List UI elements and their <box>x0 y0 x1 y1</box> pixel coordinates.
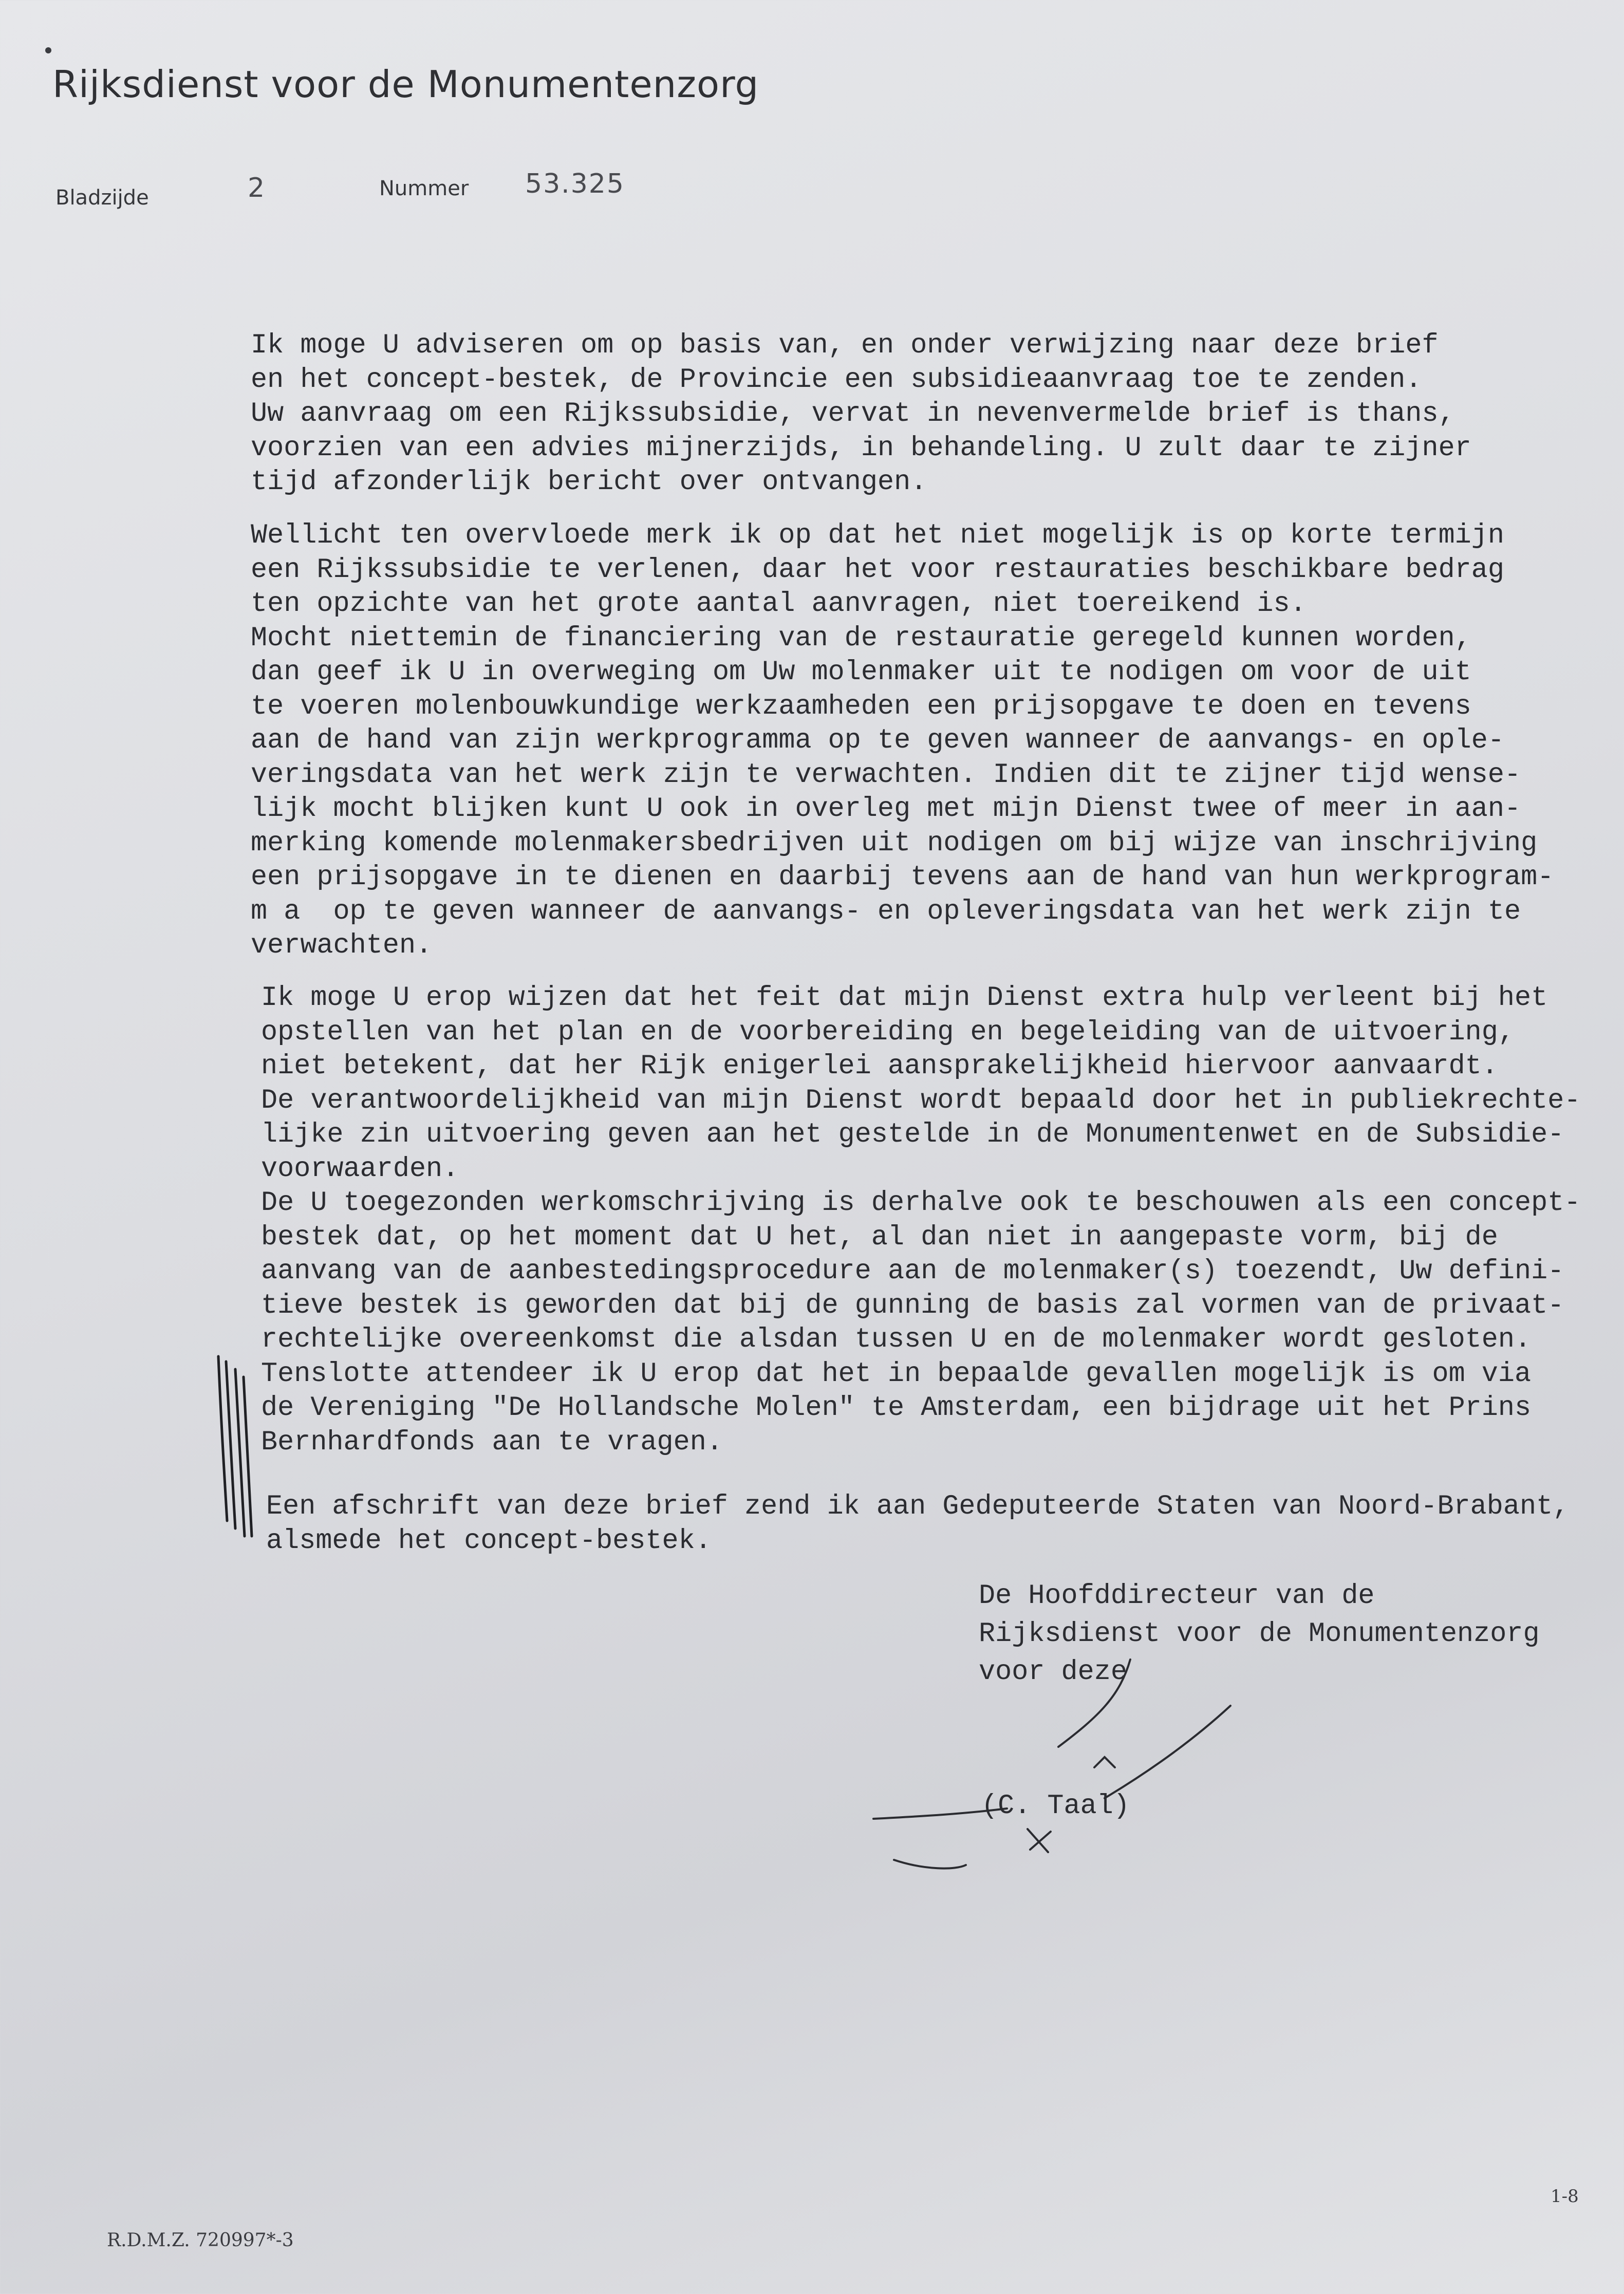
text-line: veringsdata van het werk zijn te verwachten. Indien dit te zijner tijd wense- <box>251 759 1521 791</box>
signature-line: De Hoofddirecteur van de <box>979 1580 1375 1612</box>
text-line: alsmede het concept-bestek. <box>266 1525 712 1557</box>
page-code: 1-8 <box>1551 2186 1579 2207</box>
text-line: te voeren molenbouwkundige werkzaamheden een prijsopgave te doen en tevens <box>251 691 1471 722</box>
text-line: voorzien van een advies mijnerzijds, in behandeling. U zult daar te zijner <box>251 432 1471 464</box>
form-code: R.D.M.Z. 720997*-3 <box>107 2230 294 2251</box>
text-line: tijd afzonderlijk bericht over ontvangen. <box>251 467 927 498</box>
text-line: en het concept-bestek, de Provincie een subsidieaanvraag toe te zenden. <box>251 364 1422 396</box>
text-line: een Rijkssubsidie te verlenen, daar het voor restauraties beschikbare bedrag <box>251 554 1504 586</box>
text-line: ten opzichte van het grote aantal aanvragen, niet toereikend is. <box>251 588 1306 620</box>
text-line: rechtelijke overeenkomst die alsdan tussen U en de molenmaker wordt gesloten. <box>261 1324 1532 1355</box>
text-line: merking komende molenmakersbedrijven uit nodigen om bij wijze van inschrijving <box>251 827 1538 859</box>
text-line: aanvang van de aanbestedingsprocedure aan de molenmaker(s) toezendt, Uw defini- <box>261 1256 1564 1287</box>
text-line: opstellen van het plan en de voorbereiding en begeleiding van de uitvoering, <box>261 1016 1515 1048</box>
text-line: lijk mocht blijken kunt U ook in overleg met mijn Dienst twee of meer in aan- <box>251 793 1521 825</box>
reference-number-label: Nummer <box>379 177 469 200</box>
text-line: niet betekent, dat her Rijk enigerlei aansprakelijkheid hiervoor aanvaardt. <box>261 1051 1498 1082</box>
text-line: Ik moge U adviseren om op basis van, en onder verwijzing naar deze brief <box>251 330 1439 361</box>
text-line: Mocht niettemin de financiering van de restauratie geregeld kunnen worden, <box>251 622 1471 654</box>
text-line: voorwaarden. <box>261 1153 459 1185</box>
text-line: aan de hand van zijn werkprogramma op te geven wanneer de aanvangs- en ople- <box>251 725 1504 756</box>
text-line: een prijsopgave in te dienen en daarbij tevens aan de hand van hun werkprogram- <box>251 862 1554 893</box>
text-line: De verantwoordelijkheid van mijn Dienst wordt bepaald door het in publiekrechte- <box>261 1085 1581 1116</box>
page-label: Bladzijde <box>55 186 149 210</box>
text-line: Ik moge U erop wijzen dat het feit dat mijn Dienst extra hulp verleent bij het <box>261 982 1548 1014</box>
letterhead-organization: Rijksdienst voor de Monumentenzorg <box>52 63 759 106</box>
text-line: De U toegezonden werkomschrijving is derhalve ook te beschouwen als een concept- <box>261 1187 1581 1219</box>
text-line: tieve bestek is geworden dat bij de gunning de basis zal vormen van de privaat- <box>261 1290 1564 1321</box>
text-line: dan geef ik U in overweging om Uw molenmaker uit te nodigen om voor de uit <box>251 657 1471 688</box>
text-line: Een afschrift van deze brief zend ik aan Gedeputeerde Staten van Noord-Brabant, <box>266 1491 1570 1522</box>
margin-strokes <box>218 1356 252 1536</box>
text-line: de Vereniging "De Hollandsche Molen" te Amsterdam, een bijdrage uit het Prins <box>261 1392 1532 1424</box>
text-line: Uw aanvraag om een Rijkssubsidie, vervat in nevenvermelde brief is thans, <box>251 398 1455 430</box>
text-line: Wellicht ten overvloede merk ik op dat het niet mogelijk is op korte termijn <box>251 520 1504 551</box>
signatory-name: (C. Taal) <box>981 1791 1130 1822</box>
text-line: m a op te geven wanneer de aanvangs- en opleveringsdata van het werk zijn te <box>251 896 1521 927</box>
text-line: Bernhardfonds aan te vragen. <box>261 1426 723 1458</box>
signature-strokes <box>873 1659 1230 1869</box>
page-number: 2 <box>248 173 266 203</box>
signature-line: voor deze <box>979 1656 1127 1688</box>
text-line: bestek dat, op het moment dat U het, al dan niet in aangepaste vorm, bij de <box>261 1221 1498 1253</box>
text-line: verwachten. <box>251 930 433 961</box>
text-line: lijke zin uitvoering geven aan het gestelde in de Monumentenwet en de Subsidie- <box>261 1119 1564 1150</box>
reference-number: 53.325 <box>525 169 625 199</box>
text-line: Tenslotte attendeer ik U erop dat het in bepaalde gevallen mogelijk is om via <box>261 1358 1532 1390</box>
signature-line: Rijksdienst voor de Monumentenzorg <box>979 1618 1540 1650</box>
